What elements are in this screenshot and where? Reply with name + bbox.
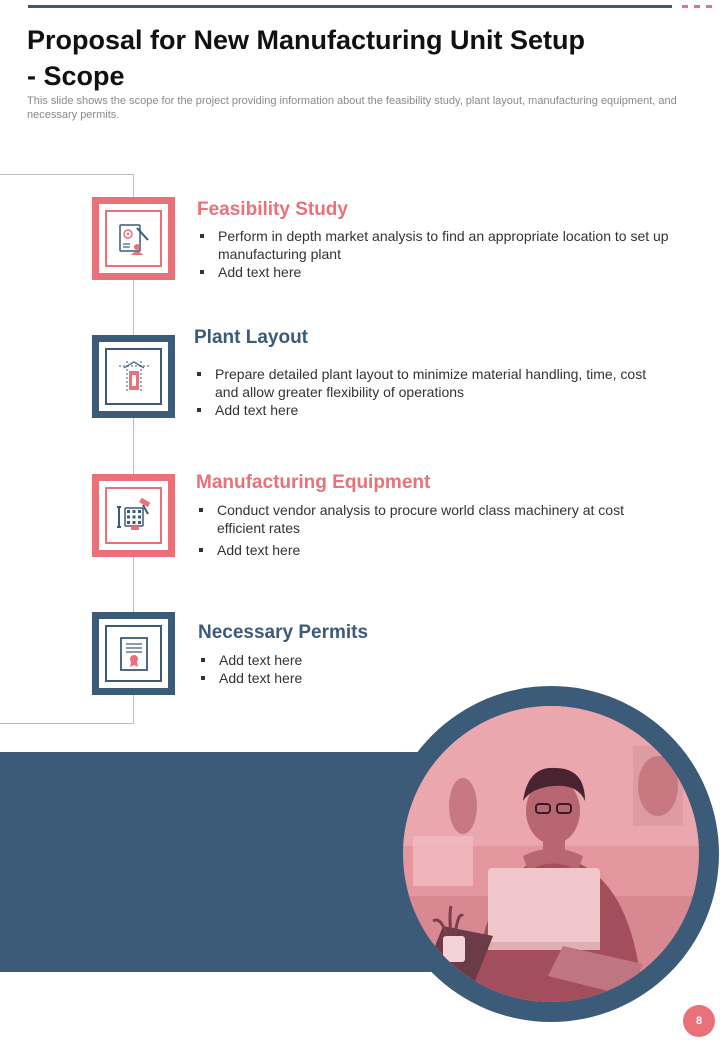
manufacturing-equipment-icon <box>105 487 162 544</box>
person-at-laptop-photo <box>403 706 699 1002</box>
item-bullets-feasibility-study <box>200 227 700 281</box>
top-dots-decoration <box>682 5 712 8</box>
feasibility-study-icon-box <box>92 197 175 280</box>
item-heading-manufacturing-equipment: Manufacturing Equipment <box>196 472 431 493</box>
item-bullets-plant-layout <box>197 365 647 419</box>
page-number-badge: 8 <box>683 1005 715 1037</box>
list-item: Conduct vendor analysis to procure world class machinery at cost efficient rates <box>199 501 629 537</box>
top-rule <box>28 5 672 8</box>
list-item: Add text here <box>201 651 501 669</box>
item-heading-necessary-permits: Necessary Permits <box>198 622 369 643</box>
photo-frame <box>383 686 719 1022</box>
feasibility-study-icon <box>105 210 162 267</box>
list-item: Add text here <box>200 263 700 281</box>
list-item: Perform in depth market analysis to find an appropriate location to set up manufacturing plant <box>200 227 700 263</box>
manufacturing-equipment-icon-box <box>92 474 175 557</box>
page-title: Proposal for New Manufacturing Unit Setup - Scope <box>27 25 586 91</box>
page-subtitle: This slide shows the scope for the project providing information about the feasibility study, plant layout, manufacturing equipment, and necessary permits. <box>27 95 677 121</box>
plant-layout-icon <box>105 348 162 405</box>
list-item: Add text here <box>199 541 629 559</box>
plant-layout-icon-box <box>92 335 175 418</box>
item-bullets-necessary-permits <box>201 651 501 687</box>
item-heading-plant-layout: Plant Layout <box>194 327 309 348</box>
certificate-icon <box>105 625 162 682</box>
item-bullets-manufacturing-equipment <box>199 501 629 559</box>
necessary-permits-icon-box <box>92 612 175 695</box>
list-item: Prepare detailed plant layout to minimize material handling, time, cost and allow greater flexibility of operations <box>197 365 647 401</box>
item-heading-feasibility-study: Feasibility Study <box>197 199 348 220</box>
list-item: Add text here <box>201 669 501 687</box>
list-item: Add text here <box>197 401 647 419</box>
